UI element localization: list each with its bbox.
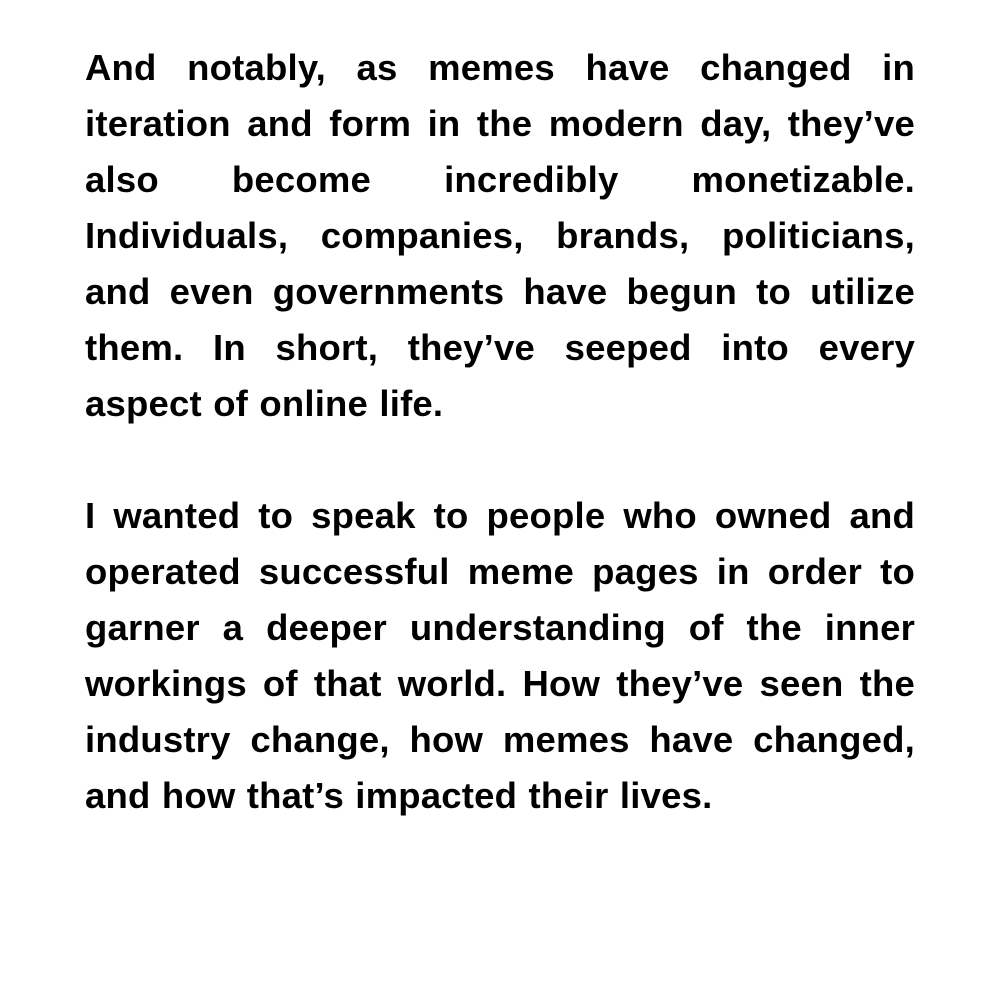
text-document: [85, 40, 915, 824]
paragraph-meme-monetization: And notably, as memes have changed in iteration and form in the modern day, they’ve also become incredibly monetizable. Individuals, companies, brands, politicians, and even governments have begun to utilize them. In short, they’ve seeped into every aspect of online life.: [85, 47, 915, 424]
paragraph-interview-purpose: I wanted to speak to people who owned and operated successful meme pages in order to garner a deeper understanding of the inner workings of that world. How they’ve seen the industry change, how memes have changed, and how that’s impacted their lives.: [85, 495, 915, 816]
